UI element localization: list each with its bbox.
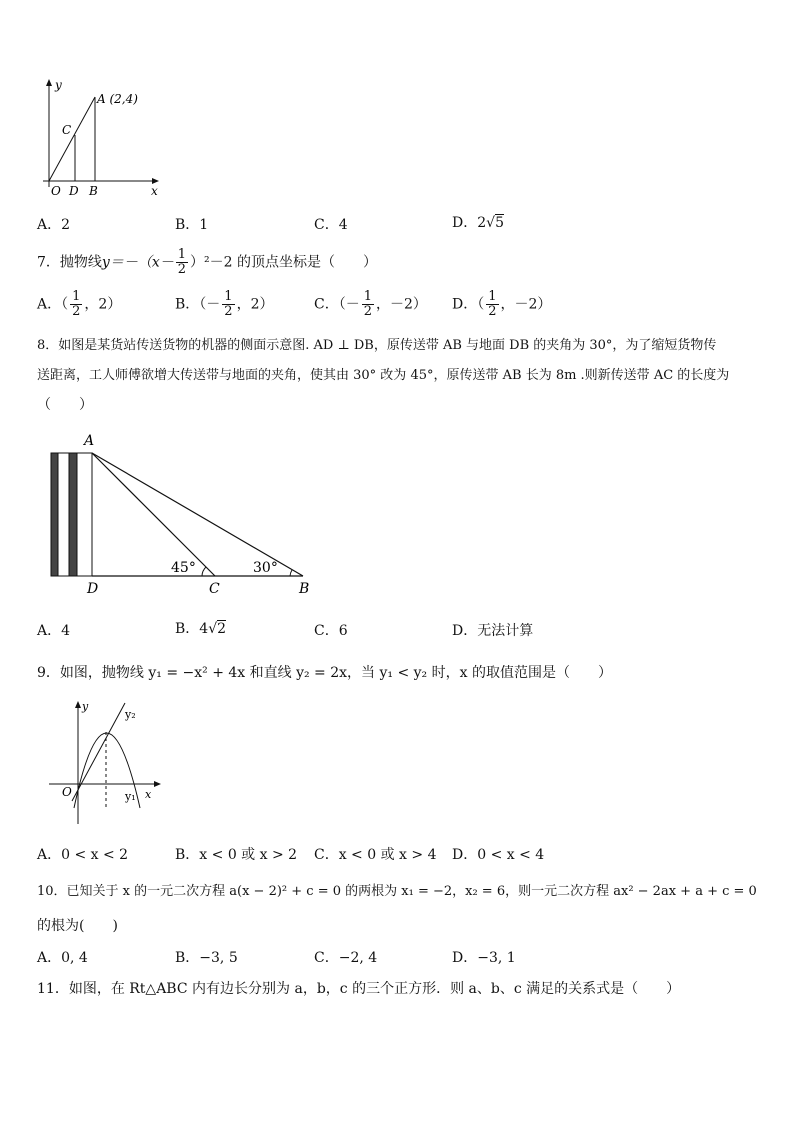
q10-stem-line2: 的根为( ) xyxy=(37,918,118,934)
label-D: D xyxy=(69,184,79,198)
q7-option-c[interactable]: C．（－ $\frac{1}{2}$ ，－2） xyxy=(314,289,427,319)
machine-column-3 xyxy=(69,453,77,576)
fraction: $\frac{1}{2}$ xyxy=(177,247,187,277)
machine-column-1 xyxy=(51,453,58,576)
y-axis-arrow xyxy=(46,79,52,86)
q10-option-d[interactable]: D．−3, 1 xyxy=(452,950,516,966)
q8-stem-line3: （ ） xyxy=(37,397,93,413)
label-O: O xyxy=(62,785,72,799)
q7-option-d[interactable]: D．（ $\frac{1}{2}$ ，－2） xyxy=(452,289,552,319)
q10-option-a[interactable]: A．0, 4 xyxy=(37,950,88,966)
q7-option-a[interactable]: A．（ $\frac{1}{2}$ ，2） xyxy=(37,289,122,319)
label-O: O xyxy=(51,184,61,198)
angle-arc-45 xyxy=(202,567,206,576)
figure-q9 xyxy=(45,698,170,828)
label-D: D xyxy=(87,581,99,597)
label-B: B xyxy=(89,184,98,198)
label-x: x xyxy=(145,788,152,801)
line-y2 xyxy=(72,703,125,801)
angle-arc-30 xyxy=(290,570,292,576)
q8-stem-line2: 送距离，工人师傅欲增大传送带与地面的夹角，使其由 30° 改为 45°，原传送带 AB 长为 8m .则新传送带 AC 的长度为 xyxy=(37,368,730,383)
label-A: A (2,4) xyxy=(97,92,138,106)
label-angle-30: 30° xyxy=(253,560,278,576)
q9-option-a[interactable]: A．0 < x < 2 xyxy=(37,847,129,863)
q6-option-d[interactable]: D．2√5 xyxy=(452,215,504,231)
machine-column-2 xyxy=(58,453,69,576)
q10-option-b[interactable]: B．−3, 5 xyxy=(175,950,238,966)
q6-option-a[interactable]: A．2 xyxy=(37,217,71,233)
label-y1: y₁ xyxy=(125,790,136,803)
q8-option-d[interactable]: D．无法计算 xyxy=(452,623,534,639)
y-axis-arrow xyxy=(75,701,81,708)
q8-option-b[interactable]: B．4√2 xyxy=(175,621,227,637)
q8-option-a[interactable]: A．4 xyxy=(37,623,71,639)
q6-option-c[interactable]: C．4 xyxy=(314,217,348,233)
q10-option-c[interactable]: C．−2, 4 xyxy=(314,950,378,966)
belt-AB xyxy=(92,453,303,576)
label-y: y xyxy=(55,78,62,92)
q10-stem-line1: 10．已知关于 x 的一元二次方程 a(x − 2)² + c = 0 的两根为 x₁ = −2，x₂ = 6，则一元二次方程 ax² − 2ax + a + c = 0 xyxy=(37,884,757,899)
label-angle-45: 45° xyxy=(171,560,196,576)
q8-stem-line1: 8．如图是某货站传送货物的机器的侧面示意图. AD ⊥ DB，原传送带 AB 与地面 DB 的夹角为 30°，为了缩短货物传 xyxy=(37,338,717,353)
q8-option-c[interactable]: C．6 xyxy=(314,623,348,639)
label-x: x xyxy=(151,184,158,198)
x-axis-arrow xyxy=(154,781,161,787)
label-A: A xyxy=(84,433,95,449)
q9-option-d[interactable]: D．0 < x < 4 xyxy=(452,847,545,863)
label-C: C xyxy=(209,581,220,597)
q7-option-b[interactable]: B．（－ $\frac{1}{2}$ ，2） xyxy=(175,289,274,319)
q7-stem: 7．抛物线y＝－（x－ $\frac{1}{2}$ ）²－2 的顶点坐标是（ ） xyxy=(37,247,377,277)
label-y2: y₂ xyxy=(125,708,136,721)
sqrt-sign: √ xyxy=(486,215,496,231)
label-C: C xyxy=(62,123,72,137)
machine-column-4 xyxy=(77,453,92,576)
sqrt-sign: √ xyxy=(208,621,218,637)
segment-OA xyxy=(49,97,95,181)
figure-q8 xyxy=(45,430,320,600)
q6-option-b[interactable]: B．1 xyxy=(175,217,209,233)
q11-stem: 11．如图，在 Rt△ABC 内有边长分别为 a，b，c 的三个正方形．则 a、b、c 满足的关系式是（ ） xyxy=(37,981,681,997)
label-y: y xyxy=(82,700,89,713)
q9-option-c[interactable]: C．x < 0 或 x > 4 xyxy=(314,847,437,863)
q9-stem: 9．如图，抛物线 y₁ = −x² + 4x 和直线 y₂ = 2x，当 y₁ < y₂ 时，x 的取值范围是（ ） xyxy=(37,665,612,681)
figure-q6 xyxy=(35,75,170,200)
label-B: B xyxy=(299,581,310,597)
q9-option-b[interactable]: B．x < 0 或 x > 2 xyxy=(175,847,298,863)
